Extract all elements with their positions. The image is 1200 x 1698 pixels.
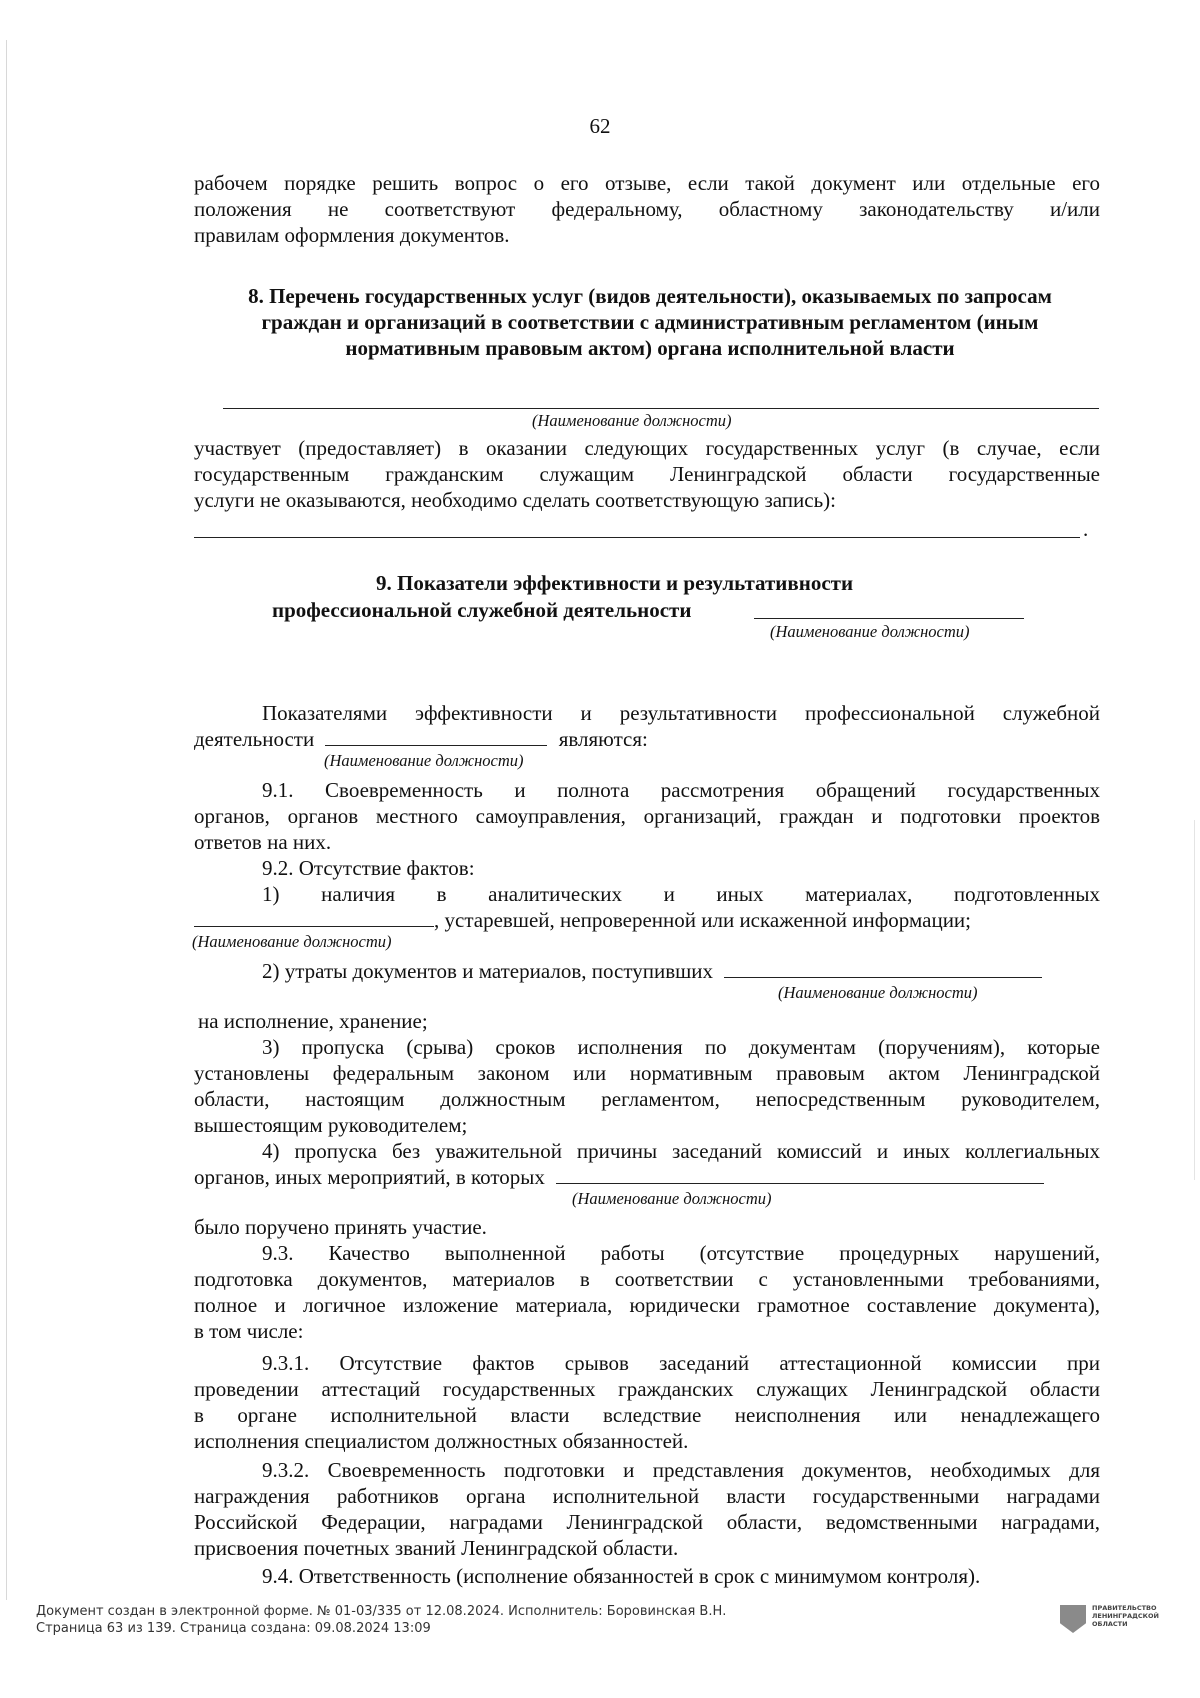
p92-1-blank bbox=[194, 908, 434, 927]
p932-line-1: 9.3.2. Своевременность подготовки и представления документов, необходимых для bbox=[262, 1458, 1100, 1482]
section8-body-line-1: участвует (предоставляет) в оказании следующих государственных услуг (в случае, если bbox=[194, 436, 1100, 460]
p92-1-line-1: 1) наличия в аналитических и иных материалах, подготовленных bbox=[262, 882, 1100, 906]
section9-title-line-2: профессиональной служебной деятельности bbox=[272, 598, 692, 622]
p1-blank bbox=[325, 727, 547, 746]
section9-title-caption: (Наименование должности) bbox=[770, 622, 970, 641]
services-blank-line bbox=[194, 537, 1080, 538]
p931-line-4: исполнения специалистом должностных обязанностей. bbox=[194, 1429, 689, 1453]
p91-line-3: ответов на них. bbox=[194, 830, 332, 854]
p93-line-2: подготовка документов, материалов в соответствии с установленными требованиями, bbox=[194, 1267, 1100, 1291]
intro-line-2: положения не соответствуют федеральному, областному законодательству и/или bbox=[194, 197, 1100, 221]
p92-1-line-2-text: , устаревшей, непроверенной или искаженной информации; bbox=[434, 908, 972, 932]
p92-2-line-1 bbox=[262, 958, 1100, 984]
section9-title-blank-line bbox=[754, 618, 1024, 619]
p92-4-caption: (Наименование должности) bbox=[572, 1189, 772, 1208]
p92-2-line-2: на исполнение, хранение; bbox=[198, 1009, 428, 1033]
p92-4-line-1: 4) пропуска без уважительной причины заседаний комиссий и иных коллегиальных bbox=[262, 1139, 1100, 1163]
p931-line-3: в органе исполнительной власти вследствие неисполнения или ненадлежащего bbox=[194, 1403, 1100, 1427]
p92-2-blank bbox=[724, 959, 1042, 978]
leningrad-coat-of-arms-icon bbox=[1060, 1605, 1086, 1633]
footer-line-2: Страница 63 из 139. Страница создана: 09.08.2024 13:09 bbox=[36, 1621, 431, 1636]
p91-line-2: органов, органов местного самоуправления, организаций, граждан и подготовки проектов bbox=[194, 804, 1100, 828]
p932-line-3: Российской Федерации, наградами Ленинградской области, ведомственными наградами, bbox=[194, 1510, 1100, 1534]
p92-1-caption: (Наименование должности) bbox=[192, 932, 392, 951]
section8-body-line-2: государственным гражданским служащим Ленинградской области государственные bbox=[194, 462, 1100, 486]
scan-edge-right bbox=[1194, 820, 1195, 1180]
p92-3-line-3: области, настоящим должностным регламентом, непосредственным руководителем, bbox=[194, 1087, 1100, 1111]
p931-line-1: 9.3.1. Отсутствие фактов срывов заседаний аттестационной комиссии при bbox=[262, 1351, 1100, 1375]
p92-4-line-2 bbox=[194, 1164, 1100, 1190]
p1-line-2 bbox=[194, 726, 1100, 752]
p93-line-1: 9.3. Качество выполненной работы (отсутствие процедурных нарушений, bbox=[262, 1241, 1100, 1265]
p1-caption: (Наименование должности) bbox=[324, 751, 524, 770]
section8-title-line-1: 8. Перечень государственных услуг (видов деятельности), оказываемых по запросам bbox=[248, 284, 1052, 308]
p92-3-line-1: 3) пропуска (срыва) сроков исполнения по документам (поручениям), которые bbox=[262, 1035, 1100, 1059]
position-caption: (Наименование должности) bbox=[532, 411, 732, 430]
section8-title-line-2: граждан и организаций в соответствии с административным регламентом (иным bbox=[261, 310, 1039, 334]
p931-line-2: проведении аттестаций государственных гражданских служащих Ленинградской области bbox=[194, 1377, 1100, 1401]
intro-line-1: рабочем порядке решить вопрос о его отзыве, если такой документ или отдельные его bbox=[194, 171, 1100, 195]
section9-title-line-1: 9. Показатели эффективности и результативности bbox=[376, 571, 854, 595]
section8-title-line-3: нормативным правовым актом) органа исполнительной власти bbox=[345, 336, 955, 360]
p93-line-3: полное и логичное изложение материала, юридически грамотное составление документа), bbox=[194, 1293, 1100, 1317]
government-logo-text bbox=[1092, 1604, 1159, 1628]
footer-line-1: Документ создан в электронной форме. № 01-03/335 от 12.08.2024. Исполнитель: Боровинская В.Н. bbox=[36, 1604, 727, 1619]
p92-3-line-4: вышестоящим руководителем; bbox=[194, 1113, 468, 1137]
p92-4-blank bbox=[556, 1165, 1044, 1184]
logo-line-2: ЛЕНИНГРАДСКОЙ bbox=[1092, 1612, 1159, 1620]
scan-edge-left bbox=[6, 40, 7, 1600]
p93-line-4: в том числе: bbox=[194, 1319, 304, 1343]
document-footer bbox=[36, 1603, 726, 1637]
p94: 9.4. Ответственность (исполнение обязанностей в срок с минимумом контроля). bbox=[262, 1564, 981, 1588]
p92-1-line-2 bbox=[194, 907, 1100, 933]
section8-body-line-3: услуги не оказываются, необходимо сделать соответствующую запись): bbox=[194, 488, 836, 512]
p1-line-1: Показателями эффективности и результативности профессиональной служебной bbox=[262, 701, 1100, 725]
p1-line-2-start: деятельности bbox=[194, 727, 315, 751]
p92-2-text: 2) утраты документов и материалов, поступивших bbox=[262, 959, 714, 983]
p932-line-2: награждения работников органа исполнительной власти государственными наградами bbox=[194, 1484, 1100, 1508]
services-line-end: . bbox=[1083, 517, 1089, 541]
position-blank-line bbox=[223, 408, 1099, 409]
p932-line-4: присвоения почетных званий Ленинградской области. bbox=[194, 1536, 679, 1560]
p92-4-text: органов, иных мероприятий, в которых bbox=[194, 1165, 545, 1189]
logo-line-1: ПРАВИТЕЛЬСТВО bbox=[1092, 1604, 1157, 1612]
page-number: 62 bbox=[589, 114, 611, 138]
p1-line-2-end: являются: bbox=[558, 727, 648, 751]
p92-heading: 9.2. Отсутствие фактов: bbox=[262, 856, 475, 880]
p92-3-line-2: установлены федеральным законом или нормативным правовым актом Ленинградской bbox=[194, 1061, 1100, 1085]
logo-line-3: ОБЛАСТИ bbox=[1092, 1620, 1128, 1628]
p92-4-line-3: было поручено принять участие. bbox=[194, 1215, 487, 1239]
p92-2-caption: (Наименование должности) bbox=[778, 983, 978, 1002]
p91-line-1: 9.1. Своевременность и полнота рассмотрения обращений государственных bbox=[262, 778, 1100, 802]
intro-line-3: правилам оформления документов. bbox=[194, 223, 510, 247]
